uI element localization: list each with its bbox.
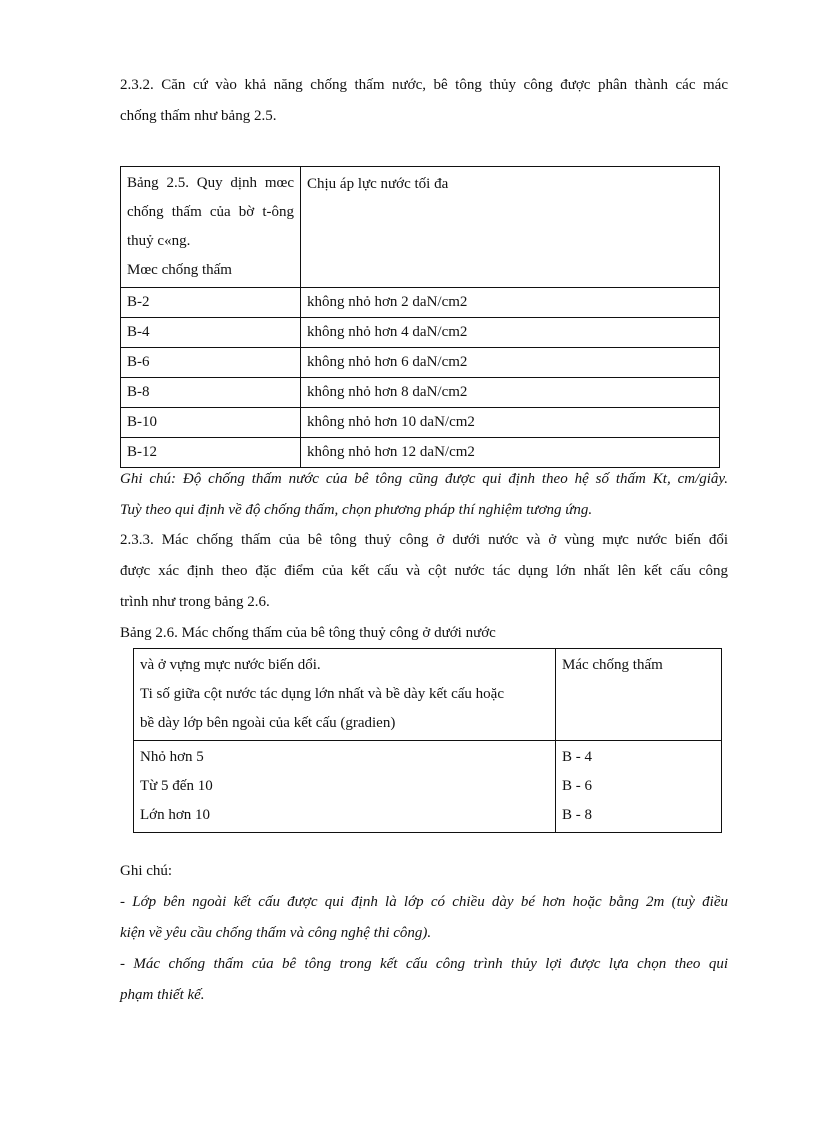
grade-cell: B-6 — [121, 348, 301, 378]
pressure-cell: không nhỏ hơn 2 daN/cm2 — [301, 288, 720, 318]
table-2-5-header-row — [121, 167, 720, 288]
grade-item: B - 4 — [562, 749, 592, 765]
ratio-item: Nhỏ hơn 5 — [140, 749, 204, 765]
table-row — [121, 408, 720, 438]
table-2-5-header-left-line-4: Mœc chống thấm — [127, 262, 232, 278]
notes-2-6 — [120, 856, 728, 1011]
grade-item: B - 6 — [562, 778, 592, 794]
table-2-5-header-left-line-3: thuỷ c«ng. — [127, 233, 191, 249]
table-2-5 — [120, 166, 720, 468]
pressure-cell: không nhỏ hơn 12 daN/cm2 — [301, 438, 720, 468]
pressure-cell: không nhỏ hơn 8 daN/cm2 — [301, 378, 720, 408]
section-2-3-2-line-2: chống thấm như bảng 2.5. — [120, 108, 277, 124]
grade-cell — [556, 741, 722, 833]
pressure-cell: không nhỏ hơn 10 daN/cm2 — [301, 408, 720, 438]
note-2-5-line-1: Ghi chú: Độ chống thấm nước của bê tông cũng được qui định theo hệ số thấm Kt, cm/giây. — [120, 471, 728, 487]
table-2-6-caption: Bảng 2.6. Mác chống thấm của bê tông thuỷ công ở dưới nước — [120, 625, 496, 641]
ratio-item: Lớn hơn 10 — [140, 807, 211, 823]
table-2-5-header-left-line-1: Bảng 2.5. Quy dịnh mœc — [127, 175, 294, 191]
note-item-1-line-2: kiện về yêu cầu chống thấm và công nghệ thi công). — [120, 925, 432, 941]
note-item-2-line-2: phạm thiết kế. — [120, 987, 205, 1003]
section-2-3-3-line-3: trình như trong bảng 2.6. — [120, 594, 270, 610]
table-2-6 — [133, 648, 722, 833]
table-2-5-header-left — [121, 167, 301, 288]
ratio-cell — [134, 741, 556, 833]
table-2-6-header-left-line-3: bề dày lớp bên ngoài của kết cấu (gradien) — [140, 715, 396, 731]
table-2-6-header-right: Mác chống thấm — [556, 649, 722, 741]
section-2-3-3-line-2: được xác định theo đặc điểm của kết cấu và cột nước tác dụng lớn nhất lên kết cấu công — [120, 563, 728, 579]
table-2-5-header-left-line-2: chống thấm của bờ t-ông — [127, 204, 294, 220]
ratio-item: Từ 5 đến 10 — [140, 778, 213, 794]
note-2-5 — [120, 464, 728, 526]
table-2-6-header-row — [134, 649, 722, 741]
table-row — [121, 288, 720, 318]
notes-title: Ghi chú: — [120, 863, 173, 879]
section-2-3-3-line-1: 2.3.3. Mác chống thấm của bê tông thuỷ công ở dưới nước và ở vùng mực nước biến đổi — [120, 532, 728, 548]
table-row — [121, 318, 720, 348]
note-item-2-line-1: - Mác chống thấm của bê tông trong kết cấu công trình thủy lợi được lựa chọn theo qui — [120, 956, 728, 972]
section-2-3-3 — [120, 525, 728, 649]
pressure-cell: không nhỏ hơn 6 daN/cm2 — [301, 348, 720, 378]
note-item-1-line-1: - Lớp bên ngoài kết cấu được qui định là lớp có chiều dày bé hơn hoặc bằng 2m (tuỳ điều — [120, 894, 728, 910]
grade-cell: B-10 — [121, 408, 301, 438]
grade-cell: B-2 — [121, 288, 301, 318]
section-2-3-2 — [120, 70, 728, 132]
grade-cell: B-4 — [121, 318, 301, 348]
table-2-6-header-left-line-2: Ti số giữa cột nước tác dụng lớn nhất và bề dày kết cấu hoặc — [140, 686, 504, 702]
grade-cell: B-12 — [121, 438, 301, 468]
table-2-6-header-left — [134, 649, 556, 741]
grade-cell: B-8 — [121, 378, 301, 408]
table-2-5-header-right: Chịu áp lực nước tối đa — [301, 167, 720, 288]
table-row — [121, 438, 720, 468]
grade-item: B - 8 — [562, 807, 592, 823]
table-row — [121, 378, 720, 408]
note-2-5-line-2: Tuỳ theo qui định về độ chống thấm, chọn phương pháp thí nghiệm tương ứng. — [120, 502, 593, 518]
table-2-6-body-row — [134, 741, 722, 833]
pressure-cell: không nhỏ hơn 4 daN/cm2 — [301, 318, 720, 348]
table-row — [121, 348, 720, 378]
section-2-3-2-line-1: 2.3.2. Căn cứ vào khả năng chống thấm nước, bê tông thủy công được phân thành các mác — [120, 77, 728, 93]
table-2-6-header-left-line-1: và ở vựng mực nước biến dổi. — [140, 657, 321, 673]
